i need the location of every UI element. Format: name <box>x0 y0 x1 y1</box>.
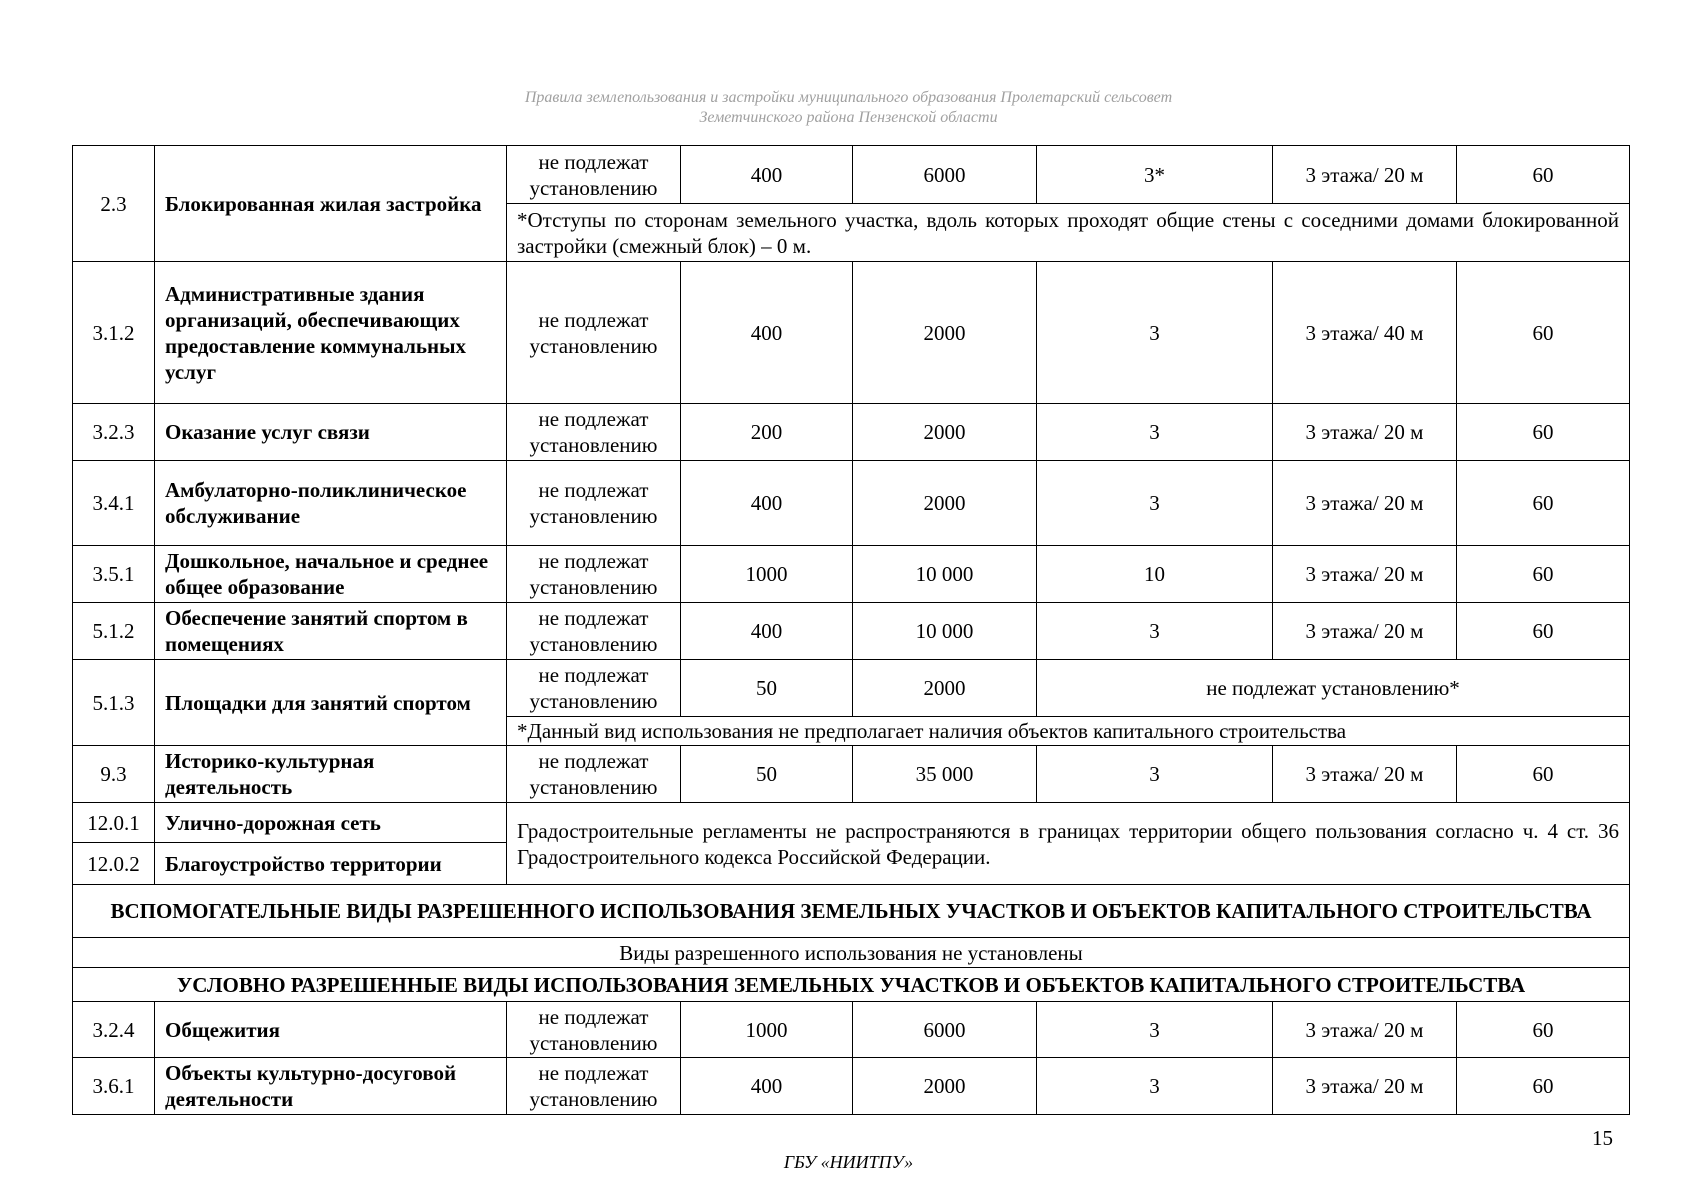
cell-max-coverage: 60 <box>1457 461 1630 546</box>
header-line-1: Правила землепользования и застройки муниципального образования Пролетарский сельсовет <box>524 89 1173 106</box>
cell-setback: 3 <box>1037 1058 1273 1115</box>
cell-setback: 3 <box>1037 1002 1273 1058</box>
row-name: Улично-дорожная сеть <box>155 803 507 843</box>
section-heading-conditional: УСЛОВНО РАЗРЕШЕННЫЕ ВИДЫ ИСПОЛЬЗОВАНИЯ ЗЕМЕЛЬНЫХ УЧАСТКОВ И ОБЪЕКТОВ КАПИТАЛЬНОГО СТРОИТЕЛЬСТВА <box>73 968 1630 1002</box>
row-name: Оказание услуг связи <box>155 404 507 461</box>
row-name: Благоустройство территории <box>155 843 507 885</box>
row-code: 5.1.3 <box>73 660 155 746</box>
cell-min-setback: не подлежат установлению <box>507 146 681 204</box>
cell-max-area: 2000 <box>853 262 1037 404</box>
cell-max-floors-height: 3 этажа/ 20 м <box>1273 746 1457 803</box>
cell-min-area: 400 <box>681 1058 853 1115</box>
cell-min-setback: не подлежат установлению <box>507 1058 681 1115</box>
table-row <box>73 404 1630 461</box>
cell-max-area: 6000 <box>853 1002 1037 1058</box>
table-row <box>73 746 1630 803</box>
section-note: Виды разрешенного использования не установлены <box>73 938 1630 968</box>
cell-max-coverage: 60 <box>1457 746 1630 803</box>
cell-max-floors-height: 3 этажа/ 20 м <box>1273 1058 1457 1115</box>
cell-min-setback: не подлежат установлению <box>507 660 681 717</box>
cell-max-area: 10 000 <box>853 546 1037 603</box>
cell-max-area: 2000 <box>853 461 1037 546</box>
row-code: 3.2.4 <box>73 1002 155 1058</box>
regulations-table <box>72 145 1630 1115</box>
row-code: 3.2.3 <box>73 404 155 461</box>
table-row <box>73 603 1630 660</box>
cell-min-area: 400 <box>681 262 853 404</box>
cell-min-area: 50 <box>681 660 853 717</box>
cell-max-coverage: 60 <box>1457 1058 1630 1115</box>
cell-max-coverage: 60 <box>1457 603 1630 660</box>
row-name: Обеспечение занятий спортом в помещениях <box>155 603 507 660</box>
row-code: 3.6.1 <box>73 1058 155 1115</box>
cell-min-area: 400 <box>681 461 853 546</box>
cell-max-floors-height: 3 этажа/ 20 м <box>1273 404 1457 461</box>
cell-setback: 3 <box>1037 603 1273 660</box>
cell-max-area: 2000 <box>853 660 1037 717</box>
cell-setback: 3 <box>1037 461 1273 546</box>
row-name: Площадки для занятий спортом <box>155 660 507 746</box>
cell-max-area: 6000 <box>853 146 1037 204</box>
cell-setback: 3 <box>1037 404 1273 461</box>
cell-max-coverage: 60 <box>1457 262 1630 404</box>
cell-max-coverage: 60 <box>1457 546 1630 603</box>
header-line-2: Земетчинского района Пензенской области <box>699 109 998 126</box>
row-code: 2.3 <box>73 146 155 262</box>
table-row <box>73 461 1630 546</box>
cell-min-area: 50 <box>681 746 853 803</box>
cell-min-area: 1000 <box>681 1002 853 1058</box>
row-note: *Данный вид использования не предполагает наличия объектов капитального строительства <box>507 717 1630 746</box>
row-name: Объекты культурно-досуговой деятельности <box>155 1058 507 1115</box>
cell-max-floors-height: 3 этажа/ 20 м <box>1273 461 1457 546</box>
table-row <box>73 1002 1630 1058</box>
row-name: Общежития <box>155 1002 507 1058</box>
table-row <box>73 262 1630 404</box>
cell-max-coverage: 60 <box>1457 146 1630 204</box>
footer-org: ГБУ «НИИТПУ» <box>783 1152 914 1172</box>
cell-max-floors-height: 3 этажа/ 20 м <box>1273 1002 1457 1058</box>
page-number: 15 <box>1592 1126 1613 1150</box>
row-name: Административные здания организаций, обеспечивающих предоставление коммунальных услуг <box>155 262 507 404</box>
row-name: Амбулаторно-поликлиническое обслуживание <box>155 461 507 546</box>
cell-min-setback: не подлежат установлению <box>507 404 681 461</box>
cell-min-area: 200 <box>681 404 853 461</box>
cell-min-area: 400 <box>681 146 853 204</box>
section-row <box>73 938 1630 968</box>
row-code: 9.3 <box>73 746 155 803</box>
document-header <box>0 88 1697 128</box>
cell-min-setback: не подлежат установлению <box>507 746 681 803</box>
cell-min-setback: не подлежат установлению <box>507 262 681 404</box>
cell-max-floors-height: 3 этажа/ 20 м <box>1273 546 1457 603</box>
table-row <box>73 546 1630 603</box>
cell-max-area: 2000 <box>853 1058 1037 1115</box>
cell-max-area: 10 000 <box>853 603 1037 660</box>
section-heading-auxiliary: ВСПОМОГАТЕЛЬНЫЕ ВИДЫ РАЗРЕШЕННОГО ИСПОЛЬЗОВАНИЯ ЗЕМЕЛЬНЫХ УЧАСТКОВ И ОБЪЕКТОВ КАПИТАЛЬНОГО СТРОИТЕЛЬСТВА <box>73 885 1630 938</box>
cell-min-area: 400 <box>681 603 853 660</box>
cell-max-floors-height: 3 этажа/ 20 м <box>1273 146 1457 204</box>
cell-max-coverage: 60 <box>1457 1002 1630 1058</box>
row-note: Градостроительные регламенты не распространяются в границах территории общего пользования согласно ч. 4 ст. 36 Градостроительного кодекса Российской Федерации. <box>507 803 1630 885</box>
cell-min-setback: не подлежат установлению <box>507 546 681 603</box>
cell-max-floors-height: 3 этажа/ 20 м <box>1273 603 1457 660</box>
cell-max-floors-height: 3 этажа/ 40 м <box>1273 262 1457 404</box>
row-name: Блокированная жилая застройка <box>155 146 507 262</box>
cell-max-coverage: 60 <box>1457 404 1630 461</box>
table-row <box>73 1058 1630 1115</box>
row-code: 12.0.1 <box>73 803 155 843</box>
table-row <box>73 146 1630 204</box>
section-row <box>73 885 1630 938</box>
section-row <box>73 968 1630 1002</box>
row-code: 12.0.2 <box>73 843 155 885</box>
cell-setback: 3* <box>1037 146 1273 204</box>
row-code: 3.5.1 <box>73 546 155 603</box>
row-code: 3.4.1 <box>73 461 155 546</box>
cell-min-area: 1000 <box>681 546 853 603</box>
cell-min-setback: не подлежат установлению <box>507 603 681 660</box>
cell-setback: 3 <box>1037 746 1273 803</box>
table-row <box>73 803 1630 843</box>
table-row <box>73 660 1630 717</box>
cell-max-area: 35 000 <box>853 746 1037 803</box>
cell-merged-not-set: не подлежат установлению* <box>1037 660 1630 717</box>
row-code: 5.1.2 <box>73 603 155 660</box>
cell-min-setback: не подлежат установлению <box>507 1002 681 1058</box>
row-code: 3.1.2 <box>73 262 155 404</box>
row-note: *Отступы по сторонам земельного участка, вдоль которых проходят общие стены с соседними домами блокированной застройки (смежный блок) – 0 м. <box>507 204 1630 262</box>
cell-setback: 3 <box>1037 262 1273 404</box>
cell-setback: 10 <box>1037 546 1273 603</box>
row-name: Историко-культурная деятельность <box>155 746 507 803</box>
cell-max-area: 2000 <box>853 404 1037 461</box>
cell-min-setback: не подлежат установлению <box>507 461 681 546</box>
row-name: Дошкольное, начальное и среднее общее образование <box>155 546 507 603</box>
